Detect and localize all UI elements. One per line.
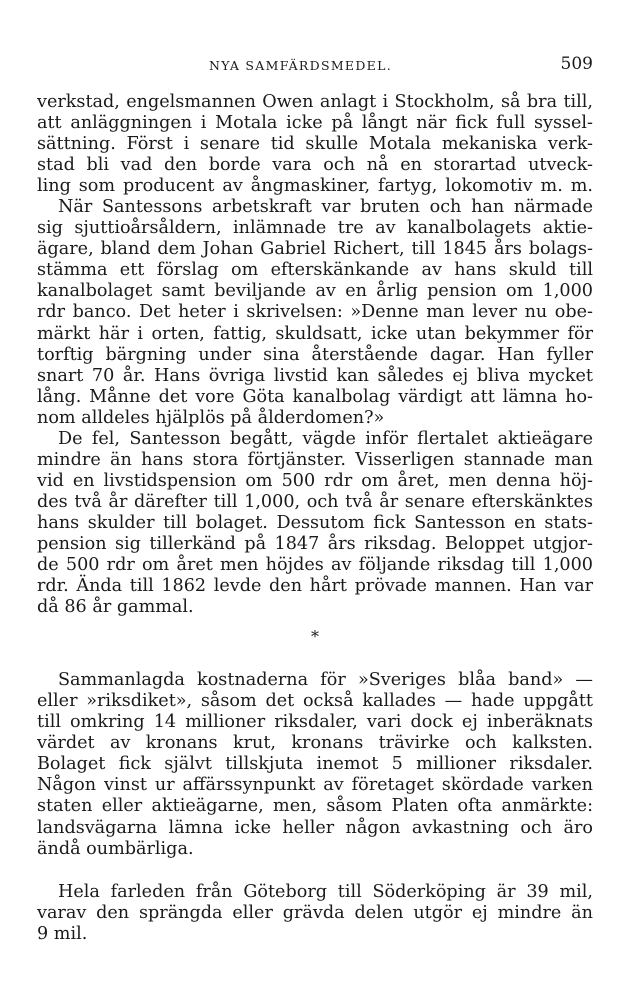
body-text: [37, 92, 593, 945]
text-line: staten eller aktieägarne, men, såsom Platen ofta anmärkte:: [37, 796, 593, 817]
running-title: NYA SAMFÄRDSMEDEL.: [209, 58, 392, 73]
text-line: 9 mil.: [37, 923, 88, 944]
text-line: ling som producent av ångmaskiner, fartyg, lokomotiv m. m.: [37, 176, 593, 197]
paragraph-gap: [37, 860, 593, 882]
page-header: [37, 54, 593, 80]
text-line: landsvägarna lämna icke heller någon avkastning och äro: [37, 817, 593, 838]
text-line: lång. Månne det vore Göta kanalbolag värdigt att lämna ho-: [37, 386, 593, 407]
text-line: snart 70 år. Hans övriga livstid kan således ej bliva mycket: [37, 365, 593, 386]
text-line: vid en livstidspension om 500 rdr om året, men denna höj-: [37, 470, 593, 491]
text-line: De fel, Santesson begått, vägde inför flertalet aktieägare: [58, 428, 593, 449]
text-line: sättning. Först i senare tid skulle Motala mekaniska verk-: [37, 134, 593, 155]
text-line: Någon vinst ur affärssynpunkt av företaget skördade varken: [37, 775, 593, 796]
text-line: nom alldeles hjälplös på ålderdomen?»: [37, 407, 385, 428]
text-line: pension sig tillerkänd på 1847 års riksdag. Beloppet utgjor-: [37, 533, 593, 554]
text-line: När Santessons arbetskraft var bruten och han närmade: [58, 197, 593, 218]
text-line: hans skulder till bolaget. Dessutom fick Santesson en stats-: [37, 512, 593, 533]
text-line: stad bli vad den borde vara och nå en storartad utveck-: [37, 155, 593, 176]
text-line: Bolaget fick självt tillskjuta inemot 5 millioner riksdaler.: [37, 754, 593, 775]
text-line: stämma ett förslag om efterskänkande av hans skuld till: [37, 260, 593, 281]
text-line: rdr. Ända till 1862 levde den hårt prövade mannen. Han var: [37, 576, 593, 597]
text-line: des två år därefter till 1,000, och två år senare efterskänktes: [37, 491, 593, 512]
paragraph-5: [37, 882, 593, 945]
text-line: verkstad, engelsmannen Owen anlagt i Stockholm, så bra till,: [37, 92, 593, 112]
paragraph-3: [37, 429, 593, 618]
text-line: rdr banco. Det heter i skrivelsen: »Denne man lever nu obe-: [37, 302, 593, 323]
paragraph-1: [37, 92, 593, 197]
text-line: märkt här i orten, fattig, skuldsatt, icke utan bekymmer för: [37, 323, 593, 344]
text-line: kanalbolaget samt beviljande av en årlig pension om 1,000: [37, 281, 593, 302]
text-line: de 500 rdr om året men höjdes av följande riksdag till 1,000: [37, 555, 593, 576]
text-line: värdet av kronans krut, kronans trävirke och kalksten.: [37, 733, 593, 754]
text-line: ägare, bland dem Johan Gabriel Richert, till 1845 års bolags-: [37, 239, 593, 260]
text-line: då 86 år gammal.: [37, 597, 194, 618]
page-number: 509: [560, 54, 593, 74]
text-line: mindre än hans stora förtjänster. Visserligen stannade man: [37, 449, 593, 470]
text-line: torftig bärgning under sina återstående dagar. Han fyller: [37, 344, 593, 365]
text-line: varav den sprängda eller grävda delen utgör ej mindre än: [37, 902, 593, 923]
text-line: till omkring 14 millioner riksdaler, vari dock ej inberäknats: [37, 712, 593, 733]
text-line: sig sjuttioårsåldern, inlämnade tre av kanalbolagets aktie-: [37, 218, 593, 239]
book-page: [37, 0, 593, 992]
text-line: ändå oumbärliga.: [37, 838, 194, 859]
paragraph-2: [37, 197, 593, 429]
text-line: Hela farleden från Göteborg till Söderköping är 39 mil,: [58, 881, 593, 902]
text-line: Sammanlagda kostnaderna för »Sveriges blåa band» —: [58, 670, 593, 691]
text-line: eller »riksdiket», såsom det också kallades — hade uppgått: [37, 691, 593, 712]
section-separator-asterisk: *: [311, 627, 319, 647]
text-line: att anläggningen i Motala icke på långt när fick full syssel-: [37, 113, 593, 134]
paragraph-4: [37, 670, 593, 859]
